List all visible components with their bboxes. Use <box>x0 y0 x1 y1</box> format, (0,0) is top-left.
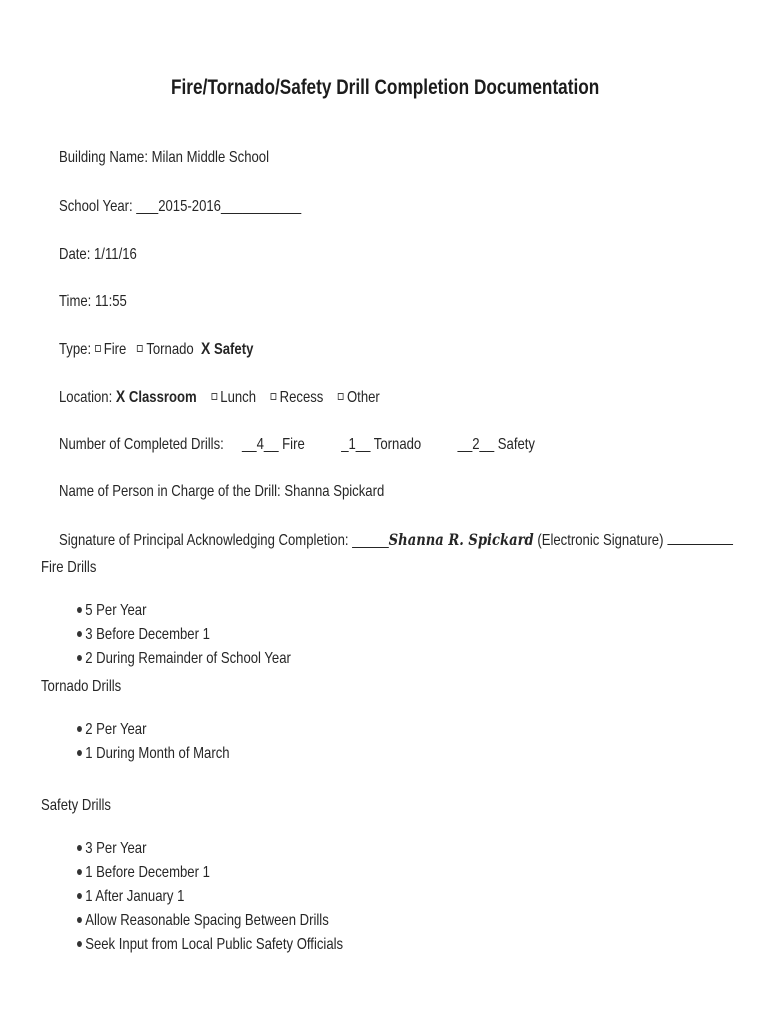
list-item: 2 Per Year <box>59 700 162 760</box>
type-option-fire: Fire <box>103 341 127 358</box>
checkbox-tornado-icon <box>137 345 143 352</box>
checkbox-fire-icon <box>95 345 101 352</box>
fire-drills-heading: Fire Drills <box>41 559 97 576</box>
type-selected-safety: Safety <box>213 341 254 358</box>
checkbox-recess-icon <box>270 393 276 400</box>
list-item: 3 Per Year <box>59 819 162 879</box>
completed-safety-count: __2__ Safety <box>457 436 535 453</box>
location-selected-classroom: Classroom <box>128 389 197 406</box>
type-label: Type: <box>58 341 95 358</box>
building-name: Building Name: Milan Middle School <box>58 149 269 166</box>
completed-drills-label: Number of Completed Drills: <box>58 436 224 453</box>
list-item: 1 During Month of March <box>59 724 263 784</box>
location-option-lunch: Lunch <box>220 389 256 406</box>
bullet-icon <box>77 941 82 947</box>
checkbox-other-icon <box>338 393 344 400</box>
signature-name: Shanna R. Spickard <box>388 530 534 549</box>
checkbox-lunch-icon <box>211 393 217 400</box>
list-item: 2 During Remainder of School Year <box>59 629 338 689</box>
school-year-value: ___2015-2016___________ <box>136 198 302 215</box>
selected-mark-icon: X <box>115 387 125 406</box>
tornado-drills-heading: Tornado Drills <box>41 678 122 695</box>
bullet-icon <box>77 750 82 756</box>
completed-fire-count: __4__ Fire <box>241 436 305 453</box>
signature-trailing-blank <box>667 530 733 545</box>
school-year-label: School Year: <box>58 198 137 215</box>
person-in-charge: Name of Person in Charge of the Drill: Shanna Spickard <box>58 483 385 500</box>
principal-signature <box>41 510 770 571</box>
list-item: Seek Input from Local Public Safety Officials <box>59 915 401 975</box>
location-option-other: Other <box>346 389 380 406</box>
list-item: Allow Reasonable Spacing Between Drills <box>59 891 384 951</box>
list-item: 3 Before December 1 <box>59 605 239 665</box>
location-option-recess: Recess <box>279 389 324 406</box>
list-item: 5 Per Year <box>59 581 162 641</box>
type-option-tornado: Tornado <box>146 341 194 358</box>
bullet-icon <box>77 655 82 661</box>
drill-date: Date: 1/11/16 <box>58 246 137 263</box>
drill-time: Time: 11:55 <box>58 293 127 310</box>
document-title: Fire/Tornado/Safety Drill Completion Documentation <box>170 76 600 99</box>
signature-note: (Electronic Signature) <box>533 532 667 549</box>
signature-blank: _____ <box>351 532 389 549</box>
completed-tornado-count: _1__ Tornado <box>340 436 421 453</box>
list-item: 1 Before December 1 <box>59 843 239 903</box>
signature-label: Signature of Principal Acknowledging Completion: <box>58 532 352 549</box>
safety-drills-heading: Safety Drills <box>41 797 111 814</box>
location-label: Location: <box>58 389 116 406</box>
selected-mark-icon: X <box>200 339 211 358</box>
list-item: 1 After January 1 <box>59 867 208 927</box>
